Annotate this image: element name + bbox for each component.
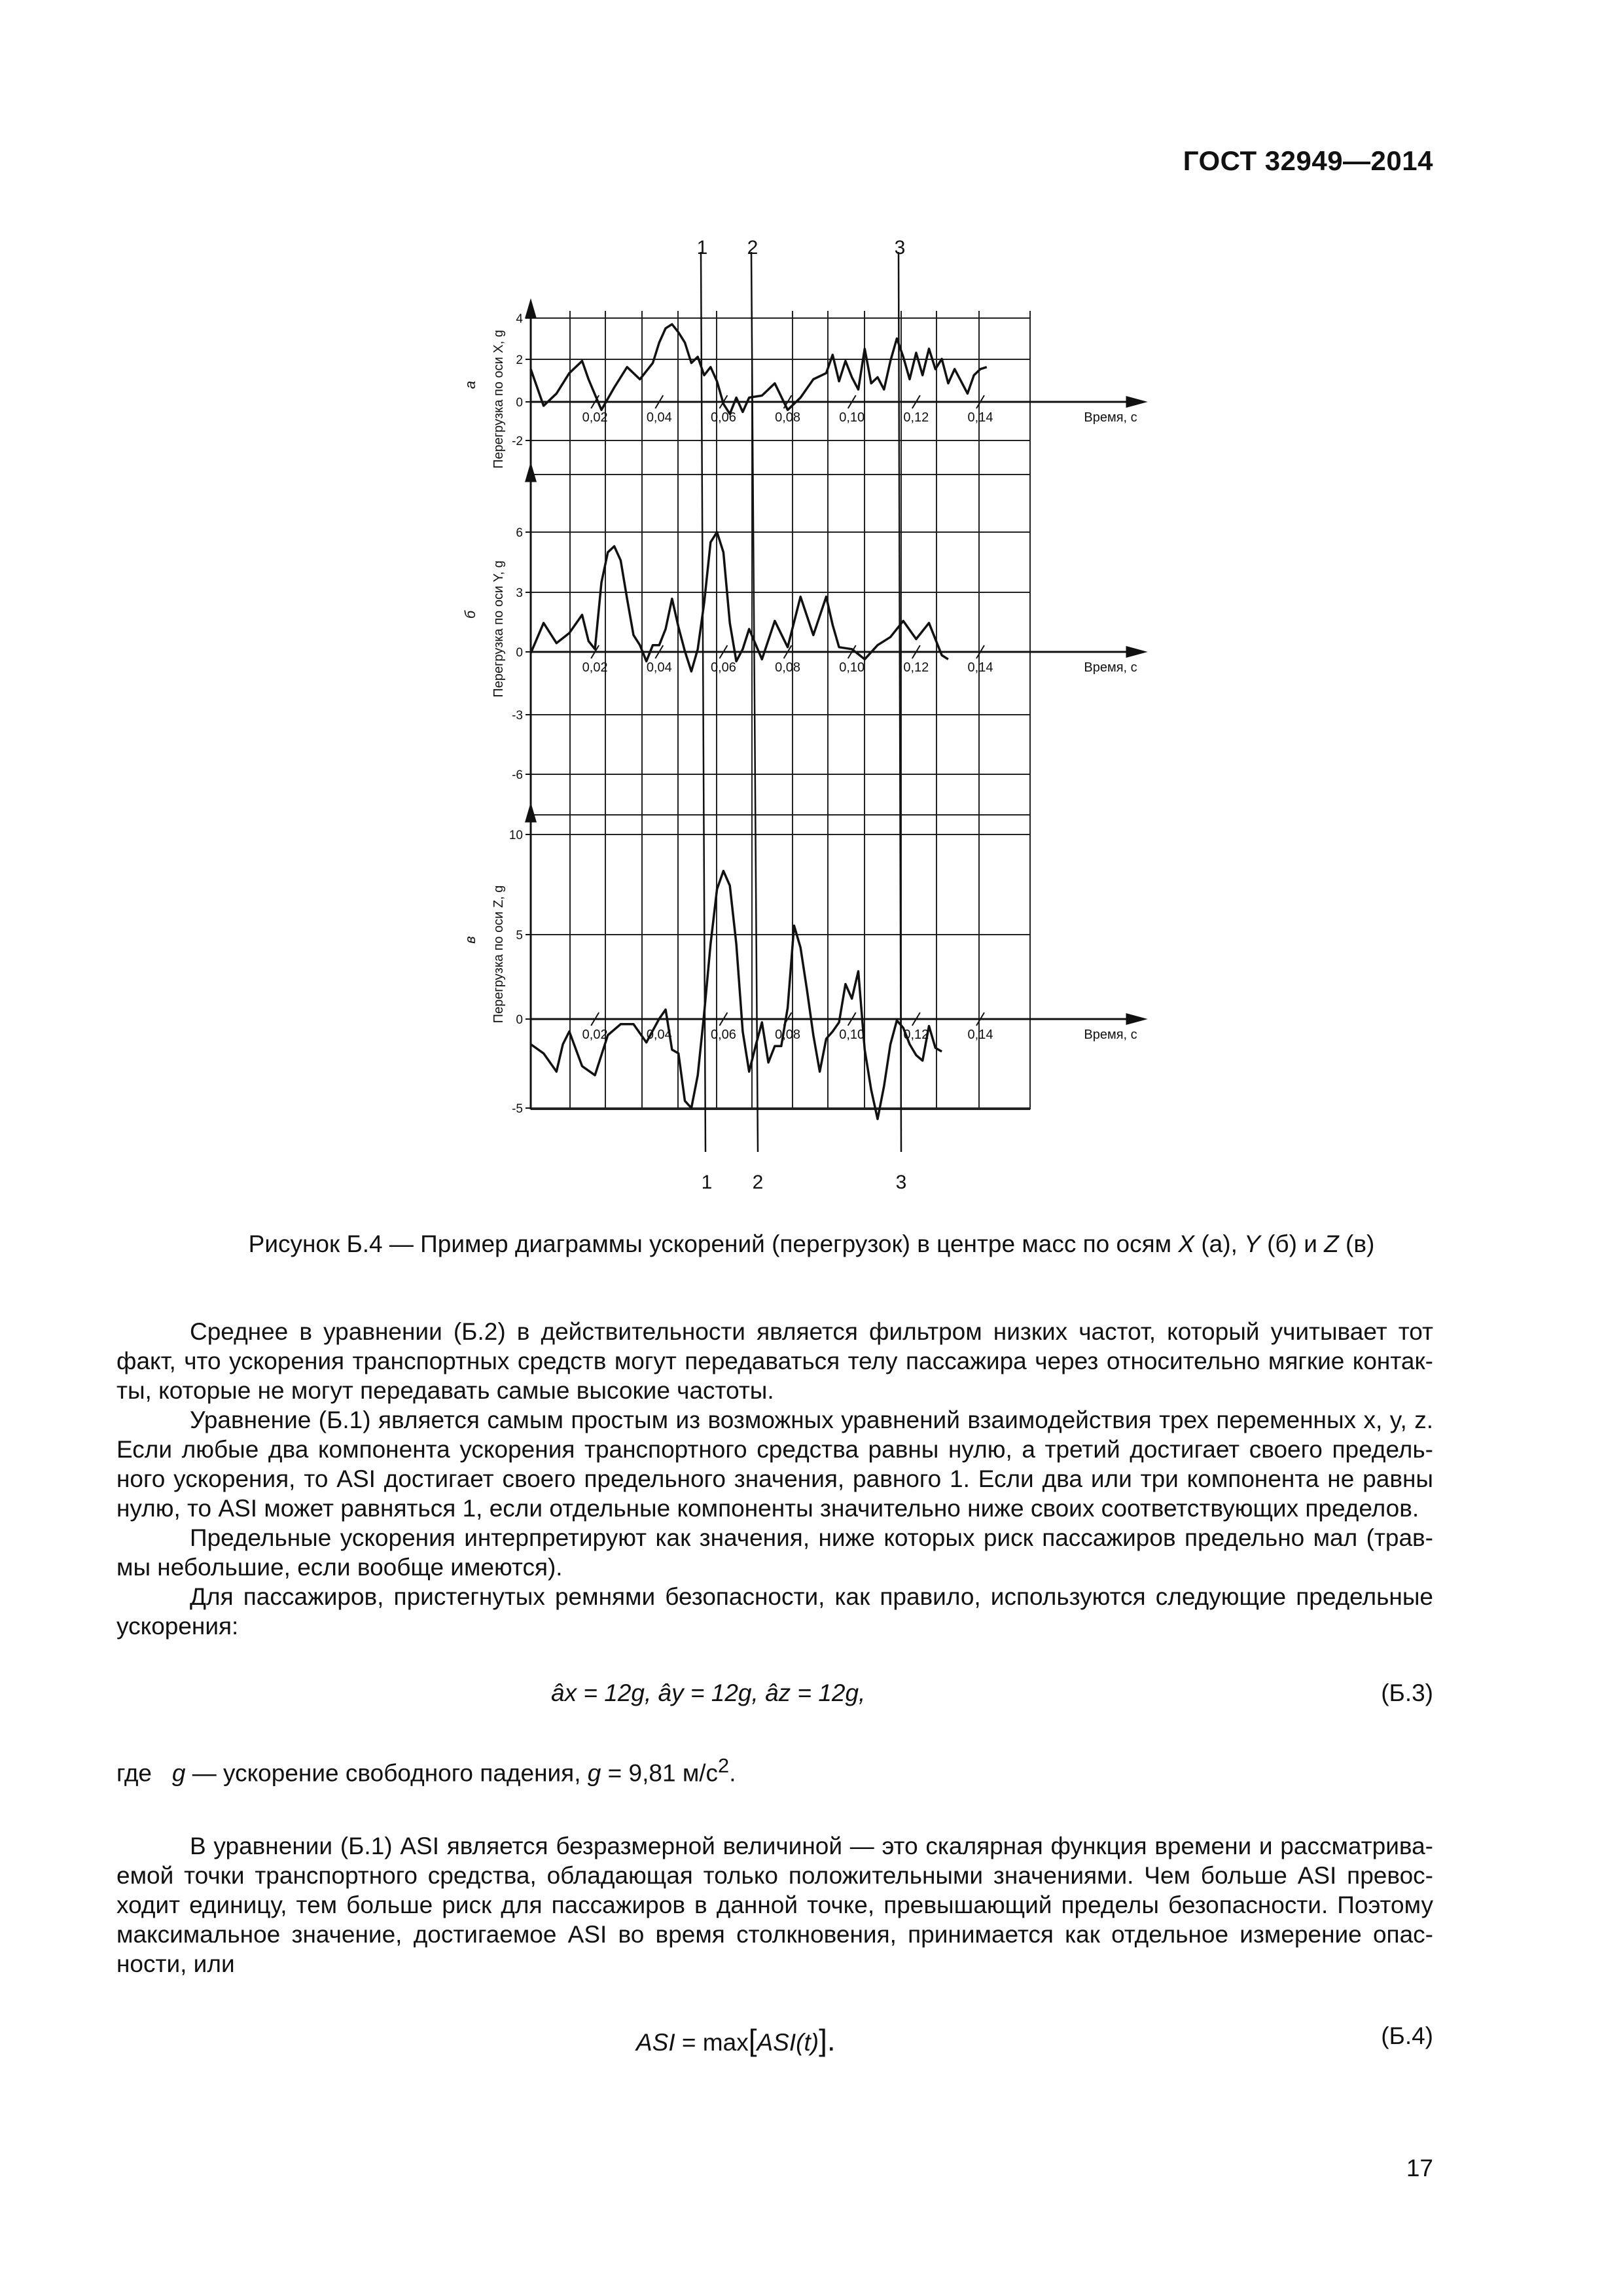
formula-b3-number: (Б.3) <box>1381 1679 1433 1706</box>
x-axis-label: Время, с <box>1084 410 1137 425</box>
x-tick-label: 0,12 <box>903 410 929 425</box>
x-tick-label: 0,10 <box>839 410 865 425</box>
y-tick-label: 4 <box>516 312 523 326</box>
x-tick-label: 0,12 <box>903 660 929 675</box>
x-tick-label: 0,06 <box>710 1028 736 1042</box>
event-marker-label-top: 1 <box>696 237 708 259</box>
x-tick-label: 0,02 <box>582 1028 608 1042</box>
y-axis-label: Перегрузка по оси X, g <box>491 330 506 469</box>
event-marker-label-top: 2 <box>747 237 758 259</box>
where-g: g <box>587 1759 601 1787</box>
panel-axes <box>526 806 1144 1109</box>
caption-z: Z <box>1324 1230 1339 1257</box>
caption-mid2: (б) и <box>1260 1230 1325 1257</box>
x-tick-label: 0,04 <box>646 660 672 675</box>
x-tick-label: 0,08 <box>775 1028 801 1042</box>
y-tick-label: 0 <box>516 646 523 660</box>
x-tick-label: 0,10 <box>839 660 865 675</box>
paragraph-asi-definition: В уравнении (Б.1) ASI является безразмерной величиной — это скалярная функция времени и рассматрива-емой точки транспортного средства, обладающая только положительными значениями. Чем больше ASI превос-ходит единицу, тем больше риск для пассажиров в данной точке, превышающий пределы безопасности. Поэтому максимальное значение, достигаемое ASI во время столкновения, принимается как отдельное измерение опас-ности, или <box>116 1833 1433 1977</box>
y-tick-label: -6 <box>512 768 523 782</box>
y-tick-label: 0 <box>516 1013 523 1027</box>
formula-b4-expression <box>636 2022 836 2058</box>
event-marker-label-bottom: 3 <box>895 1172 907 1193</box>
y-tick-label: -2 <box>512 435 523 448</box>
body-paragraphs <box>116 1317 1433 1641</box>
y-tick-label: 6 <box>516 526 523 540</box>
x-tick-label: 0,06 <box>710 660 736 675</box>
x-tick-label: 0,08 <box>775 410 801 425</box>
y-axis-arrow <box>526 806 535 821</box>
caption-prefix: Рисунок Б.4 — Пример диаграммы ускорений (перегрузок) в центре масс по осям <box>248 1230 1179 1257</box>
data-series-line <box>531 324 987 414</box>
where-symbol: g <box>171 1759 186 1787</box>
x-tick-label: 0,04 <box>646 410 672 425</box>
panel-letter: в <box>462 936 478 944</box>
where-value: = 9,81 м/с <box>601 1759 719 1787</box>
event-marker-label-bottom: 1 <box>701 1172 713 1193</box>
caption-mid1: (а), <box>1194 1230 1245 1257</box>
panel-letter: а <box>462 380 478 389</box>
y-tick-label: -5 <box>512 1102 523 1116</box>
y-tick-label: -3 <box>512 709 523 723</box>
formula-b4-arg: ASI(t) <box>757 2029 819 2056</box>
where-text: — ускорение свободного падения, <box>185 1759 588 1787</box>
formula-b4-rbracket: ]. <box>819 2023 836 2057</box>
panel-axes <box>526 302 1144 475</box>
x-tick-label: 0,14 <box>967 410 993 425</box>
x-tick-label: 0,06 <box>710 410 736 425</box>
body-paragraph-b4 <box>116 1831 1433 1979</box>
x-axis-arrow <box>1127 397 1144 406</box>
caption-end: (в) <box>1338 1230 1375 1257</box>
x-tick-label: 0,02 <box>582 410 608 425</box>
event-marker-label-bottom: 2 <box>752 1172 764 1193</box>
formula-b4-number: (Б.4) <box>1381 2022 1433 2049</box>
y-tick-label: 10 <box>508 829 523 842</box>
y-axis-label: Перегрузка по оси Z, g <box>491 885 506 1024</box>
paragraph-limit-accelerations: Предельные ускорения интерпретируют как значения, ниже которых риск пассажиров предельно мал (трав-мы небольшие, если вообще имеются). <box>116 1524 1433 1581</box>
data-series-line <box>531 532 948 672</box>
y-tick-label: 2 <box>516 353 523 367</box>
data-series-line <box>531 871 942 1119</box>
paragraph-lowpass: Среднее в уравнении (Б.2) в действительности является фильтром низких частот, который учитывает тот факт, что ускорения транспортных средств могут передаваться телу пассажира через относительно мягкие контак-ты, которые не могут передавать самые высокие частоты. <box>116 1318 1433 1404</box>
x-tick-label: 0,02 <box>582 660 608 675</box>
formula-b4-lhs: ASI <box>636 2029 675 2056</box>
formula-b4-eq: = max <box>675 2029 749 2056</box>
paragraph-belted-passengers: Для пассажиров, пристегнутых ремнями безопасности, как правило, используются следующие предельные ускорения: <box>116 1583 1433 1640</box>
x-axis-label: Время, с <box>1084 660 1137 675</box>
where-definition <box>116 1754 736 1787</box>
x-tick-label: 0,14 <box>967 1028 993 1042</box>
figure-grid <box>531 311 1030 1109</box>
page-number: 17 <box>1406 2155 1433 2181</box>
x-tick-label: 0,10 <box>839 1028 865 1042</box>
x-tick-label: 0,12 <box>903 1028 929 1042</box>
y-axis-arrow <box>526 302 535 317</box>
y-tick-label: 5 <box>516 929 523 942</box>
x-tick-label: 0,14 <box>967 660 993 675</box>
y-axis-arrow <box>526 465 535 481</box>
event-markers <box>701 252 901 1152</box>
y-tick-label: 3 <box>516 586 523 600</box>
paragraph-equation-b1: Уравнение (Б.1) является самым простым из возможных уравнений взаимодействия трех переменных x, y, z. Если любые два компонента ускорения транспортного средства равны нулю, а третий достигает своего предель-ного ускорения, то ASI достигает своего предельного значения, равного 1. Если два или три компонента не равны нулю, то ASI может равняться 1, если отдельные компоненты значительно ниже своих соответствующих пределов. <box>116 1407 1433 1522</box>
y-axis-label: Перегрузка по оси Y, g <box>491 560 506 698</box>
caption-y: Y <box>1244 1230 1260 1257</box>
panel-axes <box>526 465 1144 815</box>
formula-b4-lbracket: [ <box>748 2023 757 2057</box>
event-marker-label-top: 3 <box>894 237 906 259</box>
where-sup: 2 <box>718 1754 730 1777</box>
y-tick-label: 0 <box>516 396 523 410</box>
figure-caption <box>0 1230 1623 1258</box>
caption-x: X <box>1178 1230 1195 1257</box>
panel-letter: б <box>462 610 478 619</box>
where-prefix: где <box>116 1759 152 1787</box>
formula-b3-expression: âx = 12g, ây = 12g, âz = 12g, <box>551 1679 866 1706</box>
x-axis-arrow <box>1127 1014 1144 1024</box>
document-standard-header: ГОСТ 32949—2014 <box>1183 145 1433 176</box>
x-axis-arrow <box>1127 647 1144 656</box>
x-axis-label: Время, с <box>1084 1028 1137 1042</box>
where-end: . <box>729 1759 736 1787</box>
x-tick-label: 0,08 <box>775 660 801 675</box>
x-tick-label: 0,04 <box>646 1028 672 1042</box>
